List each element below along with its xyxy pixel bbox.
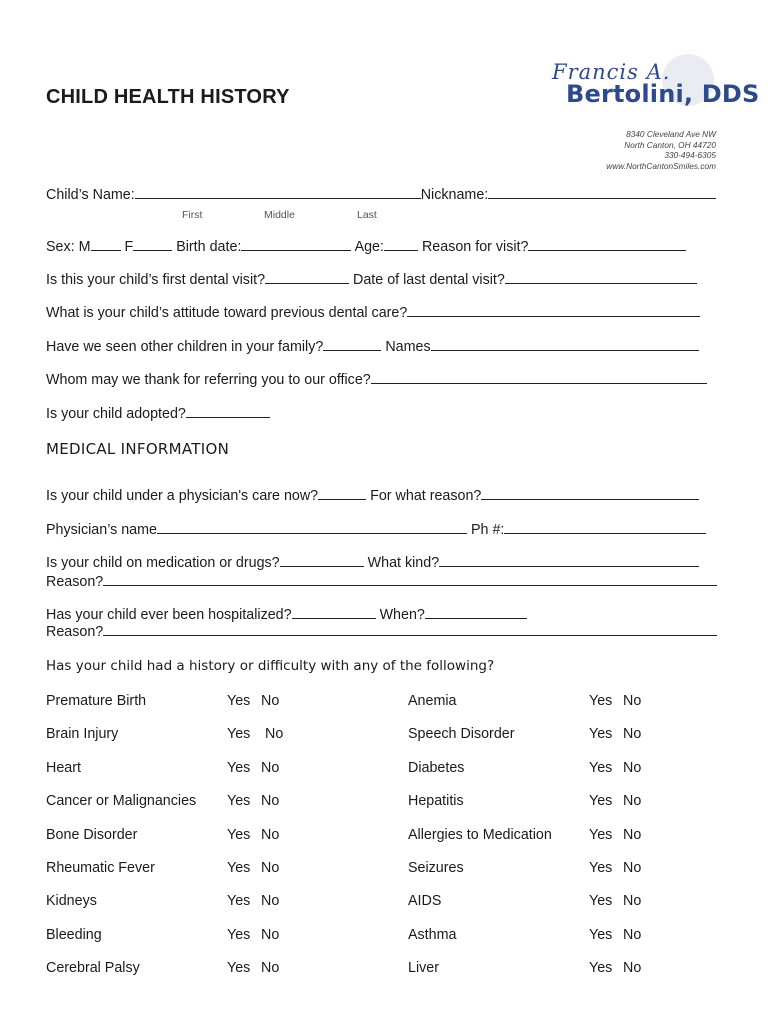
- no-option[interactable]: No: [261, 860, 280, 876]
- when-label: When?: [379, 607, 425, 623]
- yes-option[interactable]: Yes: [227, 759, 251, 776]
- no-option[interactable]: No: [623, 893, 642, 910]
- condition-left-label: Bleeding: [46, 926, 102, 943]
- reason-for-visit-label: Reason for visit?: [421, 239, 529, 255]
- age-field[interactable]: [384, 238, 418, 251]
- condition-right-label: Hepatitis: [408, 793, 464, 810]
- medication-field[interactable]: [280, 554, 364, 567]
- referral-label: Whom may we thank for referring you to our office?: [46, 372, 371, 388]
- middle-caption: Middle: [264, 209, 295, 221]
- first-visit-field[interactable]: [265, 271, 349, 284]
- what-kind-label: What kind?: [367, 555, 440, 571]
- sex-birth-row: [46, 238, 686, 255]
- childs-name-row: [46, 186, 716, 203]
- condition-right-label: Speech Disorder: [408, 726, 515, 743]
- yes-option[interactable]: Yes: [589, 960, 613, 977]
- medication-reason-label: Reason?: [46, 574, 104, 590]
- address-line: 330-494-6305: [664, 150, 716, 161]
- yes-option[interactable]: Yes: [227, 860, 251, 876]
- adopted-label: Is your child adopted?: [46, 406, 186, 422]
- yes-option[interactable]: Yes: [589, 860, 613, 876]
- hospital-reason-field[interactable]: [103, 623, 717, 636]
- names-label: Names: [385, 339, 431, 355]
- medical-heading: MEDICAL INFORMATION: [46, 440, 230, 458]
- no-option[interactable]: No: [623, 726, 642, 743]
- sex-m-field[interactable]: [91, 238, 121, 251]
- no-option[interactable]: No: [261, 693, 280, 709]
- last-caption: Last: [357, 209, 377, 221]
- no-option[interactable]: No: [265, 726, 284, 743]
- other-children-row: [46, 338, 699, 355]
- medication-reason-row: [46, 573, 717, 590]
- no-option[interactable]: No: [261, 826, 280, 843]
- for-what-reason-label: For what reason?: [370, 488, 482, 504]
- condition-right-label: AIDS: [408, 893, 442, 910]
- referral-field[interactable]: [371, 371, 707, 384]
- no-option[interactable]: No: [261, 893, 280, 910]
- medication-reason-field[interactable]: [103, 573, 717, 586]
- attitude-row: [46, 304, 700, 321]
- nickname-field[interactable]: [488, 186, 716, 199]
- yes-option[interactable]: Yes: [227, 826, 251, 843]
- reason-for-visit-field[interactable]: [528, 238, 686, 251]
- referral-row: [46, 371, 707, 388]
- last-visit-field[interactable]: [505, 271, 697, 284]
- yes-option[interactable]: Yes: [227, 960, 251, 977]
- attitude-field[interactable]: [407, 304, 700, 317]
- condition-left-label: Heart: [46, 759, 81, 776]
- logo-name: Bertolini, DDS: [566, 80, 760, 108]
- no-option[interactable]: No: [623, 926, 642, 943]
- condition-right-label: Diabetes: [408, 759, 465, 776]
- phone-field[interactable]: [504, 521, 706, 534]
- yes-option[interactable]: Yes: [227, 693, 251, 709]
- phone-label: Ph #:: [470, 522, 505, 538]
- last-visit-label: Date of last dental visit?: [353, 272, 505, 288]
- hospital-reason-label: Reason?: [46, 624, 104, 640]
- age-label: Age:: [354, 239, 384, 255]
- childs-name-label: Child’s Name:: [46, 187, 135, 203]
- first-visit-label: Is this your child’s first dental visit?: [46, 272, 266, 288]
- yes-option[interactable]: Yes: [227, 793, 251, 810]
- other-children-field[interactable]: [323, 338, 381, 351]
- logo-script: Francis A.: [552, 60, 671, 84]
- no-option[interactable]: No: [261, 926, 280, 943]
- yes-option[interactable]: Yes: [589, 726, 613, 743]
- yes-option[interactable]: Yes: [589, 893, 613, 910]
- physician-name-field[interactable]: [157, 521, 467, 534]
- birth-date-label: Birth date:: [176, 239, 242, 255]
- condition-left-label: Kidneys: [46, 893, 97, 910]
- yes-option[interactable]: Yes: [589, 759, 613, 776]
- condition-left-label: Cancer or Malignancies: [46, 793, 197, 810]
- what-kind-field[interactable]: [439, 554, 699, 567]
- physician-name-row: [46, 521, 706, 538]
- hospitalized-row: [46, 606, 527, 623]
- yes-option[interactable]: Yes: [227, 893, 251, 910]
- adopted-row: [46, 405, 270, 422]
- physician-care-field[interactable]: [318, 487, 366, 500]
- sex-f-label: F: [124, 239, 134, 255]
- no-option[interactable]: No: [623, 759, 642, 776]
- condition-left-label: Premature Birth: [46, 693, 147, 709]
- physician-care-label: Is your child under a physician's care now?: [46, 488, 319, 504]
- hospitalized-label: Has your child ever been hospitalized?: [46, 607, 292, 623]
- practice-address: [606, 129, 716, 171]
- yes-option[interactable]: Yes: [227, 926, 251, 943]
- condition-left-label: Cerebral Palsy: [46, 960, 140, 977]
- childs-name-field[interactable]: [135, 186, 421, 199]
- condition-left-label: Rheumatic Fever: [46, 860, 155, 876]
- attitude-label: What is your child’s attitude toward previous dental care?: [46, 305, 408, 321]
- when-field[interactable]: [425, 606, 527, 619]
- medication-row: [46, 554, 699, 571]
- names-field[interactable]: [431, 338, 699, 351]
- no-option[interactable]: No: [623, 693, 642, 709]
- condition-right-label: Seizures: [408, 860, 464, 876]
- yes-option[interactable]: Yes: [589, 926, 613, 943]
- address-line: North Canton, OH 44720: [624, 139, 716, 150]
- address-line: www.NorthCantonSmiles.com: [606, 160, 716, 171]
- adopted-field[interactable]: [186, 405, 270, 418]
- other-children-label: Have we seen other children in your family?: [46, 339, 324, 355]
- sex-f-field[interactable]: [133, 238, 172, 251]
- history-question: Has your child had a history or difficulty with any of the following?: [46, 658, 495, 674]
- condition-left-label: Bone Disorder: [46, 826, 138, 843]
- for-what-reason-field[interactable]: [481, 487, 699, 500]
- first-caption: First: [182, 209, 203, 221]
- yes-option[interactable]: Yes: [589, 793, 613, 810]
- first-visit-row: [46, 271, 697, 288]
- yes-option[interactable]: Yes: [589, 693, 613, 709]
- condition-right-label: Allergies to Medication: [408, 826, 552, 843]
- physician-name-label: Physician’s name: [46, 522, 157, 538]
- address-line: 8340 Cleveland Ave NW: [626, 129, 716, 139]
- sex-m-label: Sex: M: [46, 239, 91, 255]
- no-option[interactable]: No: [261, 759, 280, 776]
- condition-left-label: Brain Injury: [46, 726, 119, 743]
- no-option[interactable]: No: [261, 793, 280, 810]
- yes-option[interactable]: Yes: [589, 826, 613, 843]
- practice-logo: [548, 52, 760, 124]
- hospital-reason-row: [46, 623, 717, 640]
- no-option[interactable]: No: [623, 826, 642, 843]
- no-option[interactable]: No: [623, 960, 642, 977]
- no-option[interactable]: No: [623, 793, 642, 810]
- condition-right-label: Anemia: [408, 693, 457, 709]
- physician-care-row: [46, 487, 699, 504]
- no-option[interactable]: No: [623, 860, 642, 876]
- page-title: CHILD HEALTH HISTORY: [46, 86, 290, 108]
- condition-right-label: Asthma: [408, 926, 457, 943]
- no-option[interactable]: No: [261, 960, 280, 977]
- hospitalized-field[interactable]: [292, 606, 376, 619]
- birth-date-field[interactable]: [241, 238, 351, 251]
- yes-option[interactable]: Yes: [227, 726, 251, 743]
- medication-label: Is your child on medication or drugs?: [46, 555, 280, 571]
- condition-right-label: Liver: [408, 960, 439, 977]
- nickname-label: Nickname:: [420, 187, 489, 203]
